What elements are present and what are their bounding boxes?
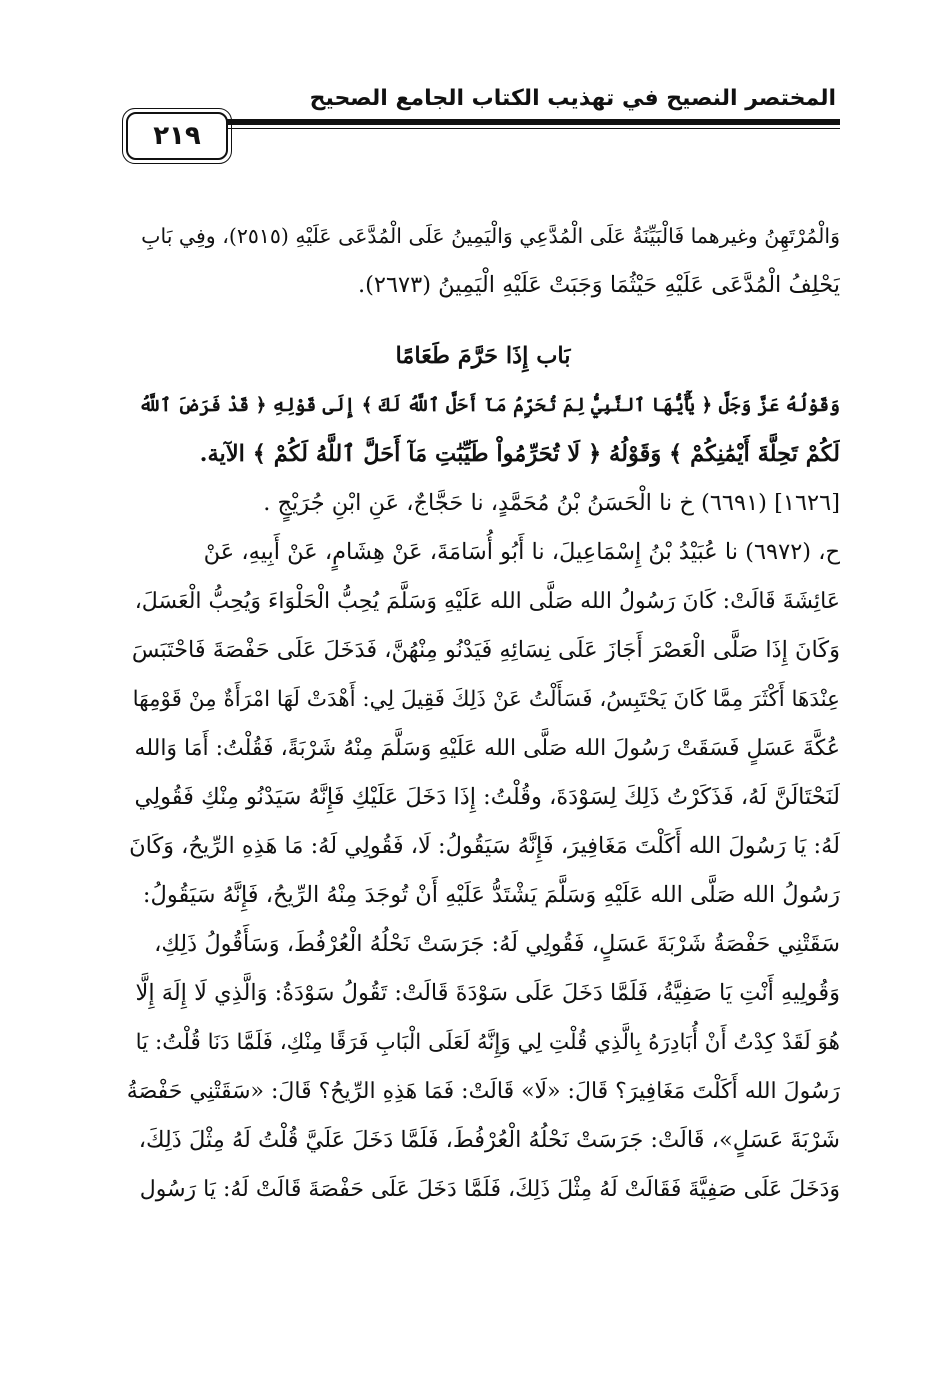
hadith-line: رَسُولُ الله صَلَّى الله عَلَيْهِ وَسَلَّمَ يَشْتَدُّ عَلَيْهِ أَنْ تُوجَدَ مِنْهُ الرِّيحُ، فَإِنَّهُ سَيَقُولُ: xyxy=(142,882,840,908)
hadith-line: [١٦٢٦] (٦٦٩١) خ نا الْحَسَنُ بْنُ مُحَمَّدٍ، نا حَجَّاجٌ، عَنِ ابْنِ جُرَيْجٍ . xyxy=(263,490,840,516)
hadith-line: رَسُولَ الله أَكَلْتَ مَغَافِيرَ؟ قَالَ: «لَا» قَالَتْ: فَمَا هَذِهِ الرِّيحُ؟ قَالَ: «سَقَتْنِي حَفْصَةُ xyxy=(126,1079,840,1104)
page-body xyxy=(126,212,840,1214)
hadith-line: وَدَخَلَ عَلَى صَفِيَّةَ فَقَالَتْ لَهُ مِثْلَ ذَلِكَ، فَلَمَّا دَخَلَ عَلَى حَفْصَةَ قَالَتْ لَهُ: يَا رَسُول xyxy=(139,1177,840,1202)
header-rule xyxy=(222,119,840,129)
hadith-line: عُكَّةَ عَسَلٍ فَسَقَتْ رَسُولَ الله صَلَّى الله عَلَيْهِ وَسَلَّمَ مِنْهُ شَرْبَةً، فَقُلْتُ: أَمَا وَالله xyxy=(134,736,840,761)
text-line: وَالْمُرْتَهِنُ وغيرهما فَالْبَيِّنَةُ عَلَى الْمُدَّعِي وَالْيَمِينُ عَلَى الْمُدَّعَى عَلَيْهِ (٢٥١٥)، وفِي بَابِ xyxy=(141,224,840,248)
hadith-line: شَرْبَةَ عَسَلٍ»، قَالَتْ: جَرَسَتْ نَحْلُهُ الْعُرْفُطَ، فَلَمَّا دَخَلَ عَلَيَّ قُلْتُ لَهُ مِثْلَ ذَلِكَ، xyxy=(138,1127,840,1153)
hadith-line: عِنْدَهَا أَكْثَرَ مِمَّا كَانَ يَحْتَبِسُ، فَسَأَلْتُ عَنْ ذَلِكَ فَقِيلَ لِي: أَهْدَتْ لَهَا امْرَأَةٌ مِنْ قَوْمِهَا xyxy=(132,687,840,712)
page-number-label: ٢١٩ xyxy=(153,121,201,151)
verse-line: لَكُمْ تَحِلَّةَ أَيْمَٰنِكُمْ ﴾ وَقَوْلُهُ ﴿ لَا تُحَرِّمُواْ طَيِّبَٰتِ مَآ أَحَلَّ ٱللَّهُ لَكُمْ ﴾ الآية. xyxy=(199,441,840,467)
running-title: المختصر النصيح في تهذيب الكتاب الجامع الصحيح xyxy=(309,86,836,111)
chapter-heading: بَاب إِذَا حَرَّمَ طَعَامًا xyxy=(395,343,571,369)
hadith-line: لَهُ: يَا رَسُولَ الله أَكَلْتَ مَغَافِيرَ، فَإِنَّهُ سَيَقُولُ: لَا، فَقُولِي لَهُ: مَا هَذِهِ الرِّيحُ، وَكَانَ xyxy=(129,833,840,859)
verse-line: وَقَوْلُهُ عَزَّ وَجَلَّ ﴿ يَٰٓأَيُّهَا ٱلنَّبِيُّ لِمَ تُحَرِّمُ مَآ أَحَلَّ ٱللَّهُ لَكَ ﴾ إِلَى قَوْلِهِ ﴿ قَدْ فَرَضَ ٱللَّهُ xyxy=(138,395,840,416)
hadith-line: وَكَانَ إِذَا صَلَّى الْعَصْرَ أَجَازَ عَلَى نِسَائِهِ فَيَدْنُو مِنْهُنَّ، فَدَخَلَ عَلَى حَفْصَةَ فَاحْتَبَسَ xyxy=(131,637,840,663)
text-line: يَحْلِفُ الْمُدَّعَى عَلَيْهِ حَيْثُمَا وَجَبَتْ عَلَيْهِ الْيَمِينُ (٢٦٧٣). xyxy=(357,272,840,298)
hadith-line: هُوَ لَقَدْ كِدْتُ أَنْ أُبَادِرَهُ بِالَّذِي قُلْتِ لِي وَإِنَّهُ لَعَلَى الْبَابِ فَرَقًا مِنْكِ، فَلَمَّا دَنَا قُلْتُ: يَا xyxy=(135,1030,840,1055)
page-number xyxy=(126,112,228,160)
hadith-line: سَقَتْنِي حَفْصَةُ شَرْبَةَ عَسَلٍ، فَقُولِي لَهُ: جَرَسَتْ نَحْلُهُ الْعُرْفُطَ، وَسَأَقُولُ ذَلِكِ، xyxy=(154,931,840,957)
hadith-line: لَنَحْتَالَنَّ لَهُ، فَذَكَرْتُ ذَلِكَ لِسَوْدَةَ، وقُلْتُ: إِذَا دَخَلَ عَلَيْكِ فَإِنَّهُ سَيَدْنُو مِنْكِ فَقُولِي xyxy=(134,784,840,810)
hadith-line: عَائِشَةَ قَالَتْ: كَانَ رَسُولُ الله صَلَّى الله عَلَيْهِ وَسَلَّمَ يُحِبُّ الْحَلْوَاءَ وَيُحِبُّ الْعَسَلَ، xyxy=(134,589,840,614)
hadith-line: ح، (٦٩٧٢) نا عُبَيْدُ بْنُ إِسْمَاعِيلَ، نا أَبُو أُسَامَةَ، عَنْ هِشَامٍ، عَنْ أَبِيهِ، عَنْ xyxy=(203,539,840,565)
hadith-line: وَقُولِيهِ أَنْتِ يَا صَفِيَّةُ، فَلَمَّا دَخَلَ عَلَى سَوْدَةَ قَالَتْ: تَقُولُ سَوْدَةُ: وَالَّذِي لَا إِلَهَ إِلَّا xyxy=(135,980,840,1006)
